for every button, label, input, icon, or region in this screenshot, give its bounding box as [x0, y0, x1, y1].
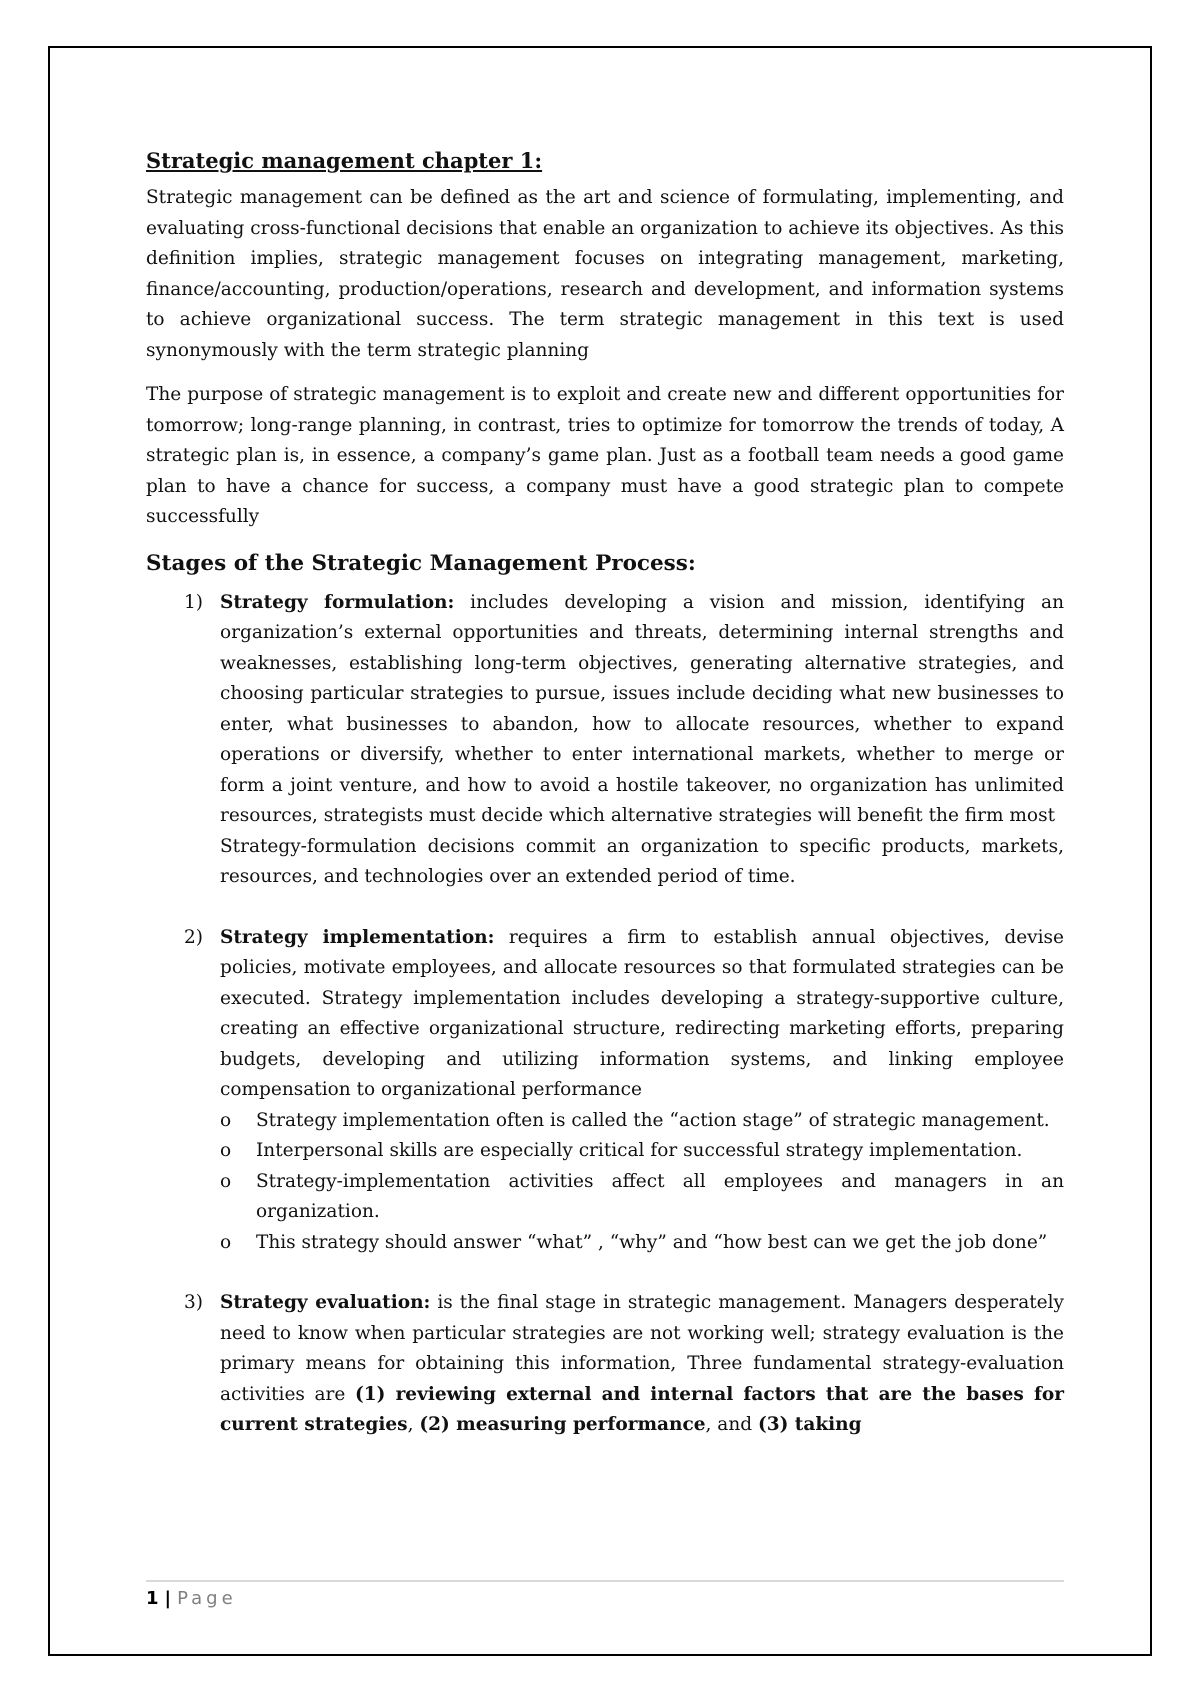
- bullet-icon: o: [220, 1109, 232, 1131]
- activity-3-number: (3): [757, 1414, 789, 1435]
- stage-description: [220, 1288, 1064, 1441]
- page-label: Page: [177, 1588, 237, 1609]
- document-body: [146, 148, 1064, 1471]
- stage-number: 3): [184, 1292, 203, 1313]
- footer-divider: [146, 1580, 1064, 1582]
- intro-paragraph-1: Strategic management can be defined as the art and science of formulating, implementing, and evaluating cross-functional decisions that enable an organization to achieve its objectives. As this definition implies, strategic management focuses on integrating management, marketing, finance/accounting, production/operations, research and development, and information systems to achieve organizational success. The term strategic management in this text is used synonymously with the term strategic planning: [146, 187, 1064, 361]
- list-item: [220, 1106, 1064, 1137]
- stage-number: 1): [184, 591, 203, 613]
- stage-number: 2): [184, 926, 203, 948]
- stage-item-evaluation: [146, 1288, 1064, 1441]
- footer-separator: |: [164, 1588, 172, 1609]
- list-item: [220, 1136, 1064, 1167]
- stage-body: is the final stage in strategic management. Managers desperately need to know when particular strategies are not working well; strategy evaluation is the primary means for obtaining this information, Three fundamental strategy-evaluation activities are: [220, 1292, 1064, 1405]
- activity-3-text: taking: [788, 1414, 862, 1435]
- activity-1-number: (1): [354, 1383, 386, 1405]
- activity-2-number: (2): [419, 1414, 450, 1435]
- stage-item-formulation: [146, 588, 1064, 893]
- list-item-text: Interpersonal skills are especially critical for successful strategy implementation.: [256, 1140, 1023, 1161]
- stage-term: Strategy implementation:: [220, 926, 495, 948]
- stage-body: requires a firm to establish annual objectives, devise policies, motivate employees, and allocate resources so that formulated strategies can be executed. Strategy implementation includes developing a strategy-supportive culture, creating an effective organizational structure, redirecting marketing efforts, preparing budgets, developing and utilizing information systems, and linking employee compensation to organizational performance: [220, 926, 1064, 1100]
- section-heading: Stages of the Strategic Management Process:: [146, 550, 696, 576]
- bullet-icon: o: [220, 1140, 232, 1161]
- page-number: 1: [146, 1588, 159, 1609]
- stage-item-implementation: [146, 923, 1064, 1259]
- activity-separator: ,: [407, 1414, 420, 1435]
- stage-extra-note: Strategy-formulation decisions commit an organization to specific products, markets, resources, and technologies over an extended period of time.: [220, 835, 1064, 887]
- stage-term: Strategy evaluation:: [220, 1292, 431, 1313]
- activity-separator: , and: [705, 1414, 758, 1435]
- stage-body: includes developing a vision and mission, identifying an organization’s external opportunities and threats, determining internal strengths and weaknesses, establishing long-term objectives, generating alternative strategies, and choosing particular strategies to pursue, issues include deciding what new businesses to enter, what businesses to abandon, how to allocate resources, whether to expand operations or diversify, whether to enter international markets, whether to merge or form a joint venture, and how to avoid a hostile takeover, no organization has unlimited resources, strategists must decide which alternative strategies will benefit the firm most: [220, 591, 1065, 826]
- stage-term: Strategy formulation:: [220, 591, 455, 613]
- bullet-list: [220, 1106, 1064, 1259]
- page-footer: [146, 1588, 237, 1609]
- bullet-icon: o: [220, 1170, 232, 1192]
- activity-1-text: reviewing external and internal factors that are the bases for current strategies: [220, 1383, 1064, 1435]
- list-item-text: This strategy should answer “what” , “why” and “how best can we get the job done”: [256, 1231, 1048, 1253]
- document-title: Strategic management chapter 1:: [146, 148, 543, 173]
- list-item-text: Strategy implementation often is called the “action stage” of strategic management.: [256, 1109, 1050, 1131]
- list-item: [220, 1167, 1064, 1228]
- bullet-icon: o: [220, 1231, 232, 1253]
- list-item: [220, 1228, 1064, 1259]
- stage-description: [220, 923, 1064, 1106]
- list-item-text: Strategy-implementation activities affect all employees and managers in an organization.: [256, 1170, 1064, 1222]
- intro-paragraph-2: The purpose of strategic management is to exploit and create new and different opportunities for tomorrow; long-range planning, in contrast, tries to optimize for tomorrow the trends of today, A strategic plan is, in essence, a company’s game plan. Just as a football team needs a good game plan to have a chance for success, a company must have a good strategic plan to compete successfully: [146, 384, 1064, 527]
- stage-description: [220, 588, 1064, 832]
- activity-2-text: measuring performance: [449, 1414, 706, 1435]
